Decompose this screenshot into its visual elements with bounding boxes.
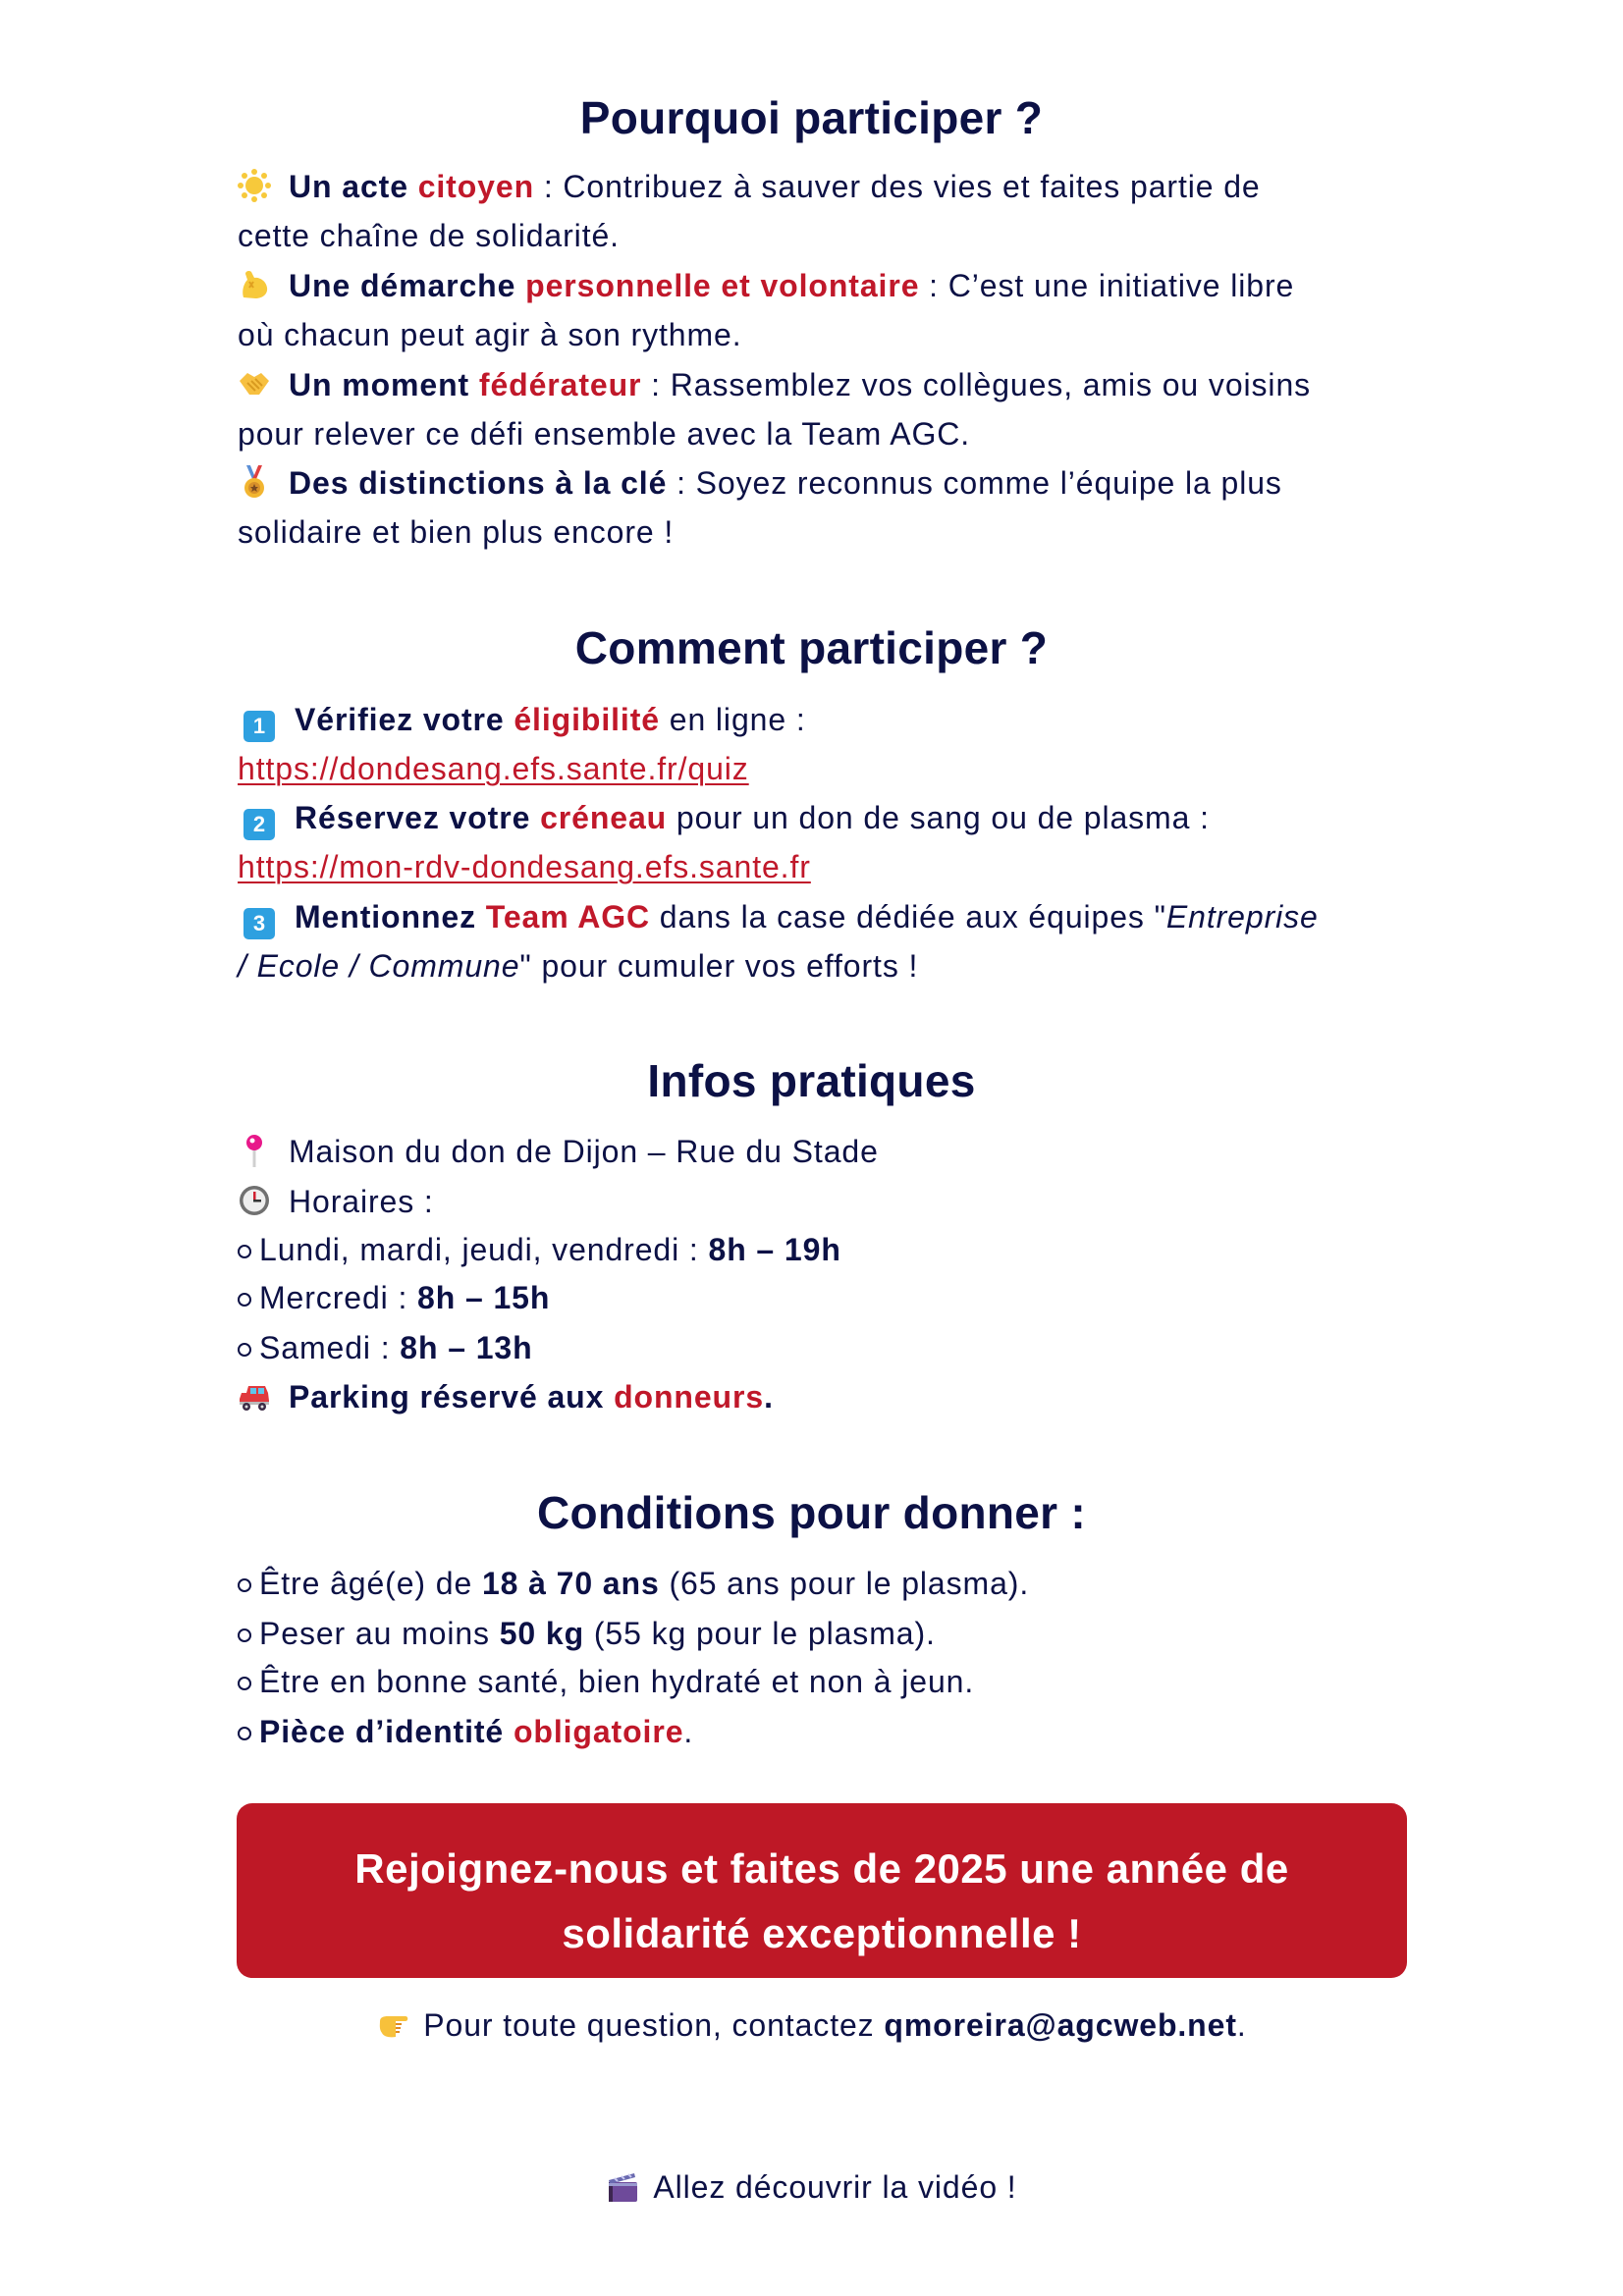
hours-label-line bbox=[238, 1177, 434, 1226]
hours-label: Horaires : bbox=[289, 1184, 434, 1219]
hours-days-2: Mercredi : bbox=[259, 1280, 418, 1315]
how-step-3-line2 bbox=[238, 941, 918, 990]
clapper-board-icon bbox=[606, 2169, 639, 2203]
contact-text: Pour toute question, contactez bbox=[423, 2007, 885, 2043]
why-item-2-line2: où chacun peut agir à son rythme. bbox=[238, 317, 742, 352]
section-title-why: Pourquoi participer ? bbox=[579, 92, 1044, 143]
how-step-1-text: en ligne : bbox=[659, 702, 806, 737]
parking-bold: Parking réservé aux bbox=[289, 1379, 615, 1415]
why-item-4 bbox=[238, 458, 1282, 507]
why-item-4-bold: Des distinctions à la clé bbox=[289, 465, 668, 501]
bullet-circle-icon bbox=[238, 1293, 251, 1307]
hours-row-1 bbox=[238, 1225, 841, 1274]
condition-2-pre: Peser au moins bbox=[259, 1616, 500, 1651]
why-item-1-text: : Contribuez à sauver des vies et faites partie de bbox=[534, 169, 1261, 204]
contact-line bbox=[0, 2001, 1623, 2050]
condition-1-bold: 18 à 70 ans bbox=[481, 1566, 660, 1601]
why-item-2-bold: Une démarche bbox=[289, 268, 526, 303]
hours-time-3: 8h – 13h bbox=[400, 1330, 533, 1365]
condition-4 bbox=[238, 1707, 693, 1756]
medal-icon bbox=[238, 465, 271, 499]
how-step-3-text-2: " pour cumuler vos efforts ! bbox=[519, 948, 919, 984]
condition-2-bold: 50 kg bbox=[499, 1616, 585, 1651]
condition-1-post: (65 ans pour le plasma). bbox=[659, 1566, 1030, 1601]
how-step-2 bbox=[238, 793, 1210, 842]
clock-icon bbox=[238, 1184, 271, 1217]
hours-row-3 bbox=[238, 1323, 533, 1372]
handshake-icon bbox=[238, 367, 271, 400]
parking-highlight: donneurs bbox=[614, 1379, 765, 1415]
condition-2-post: (55 kg pour le plasma). bbox=[584, 1616, 936, 1651]
why-item-4-line2: solidaire et bien plus encore ! bbox=[238, 514, 675, 550]
why-item-3 bbox=[238, 360, 1311, 409]
section-title-how: Comment participer ? bbox=[574, 622, 1049, 673]
contact-end: . bbox=[1236, 2007, 1247, 2043]
how-step-1 bbox=[238, 695, 806, 744]
why-item-1 bbox=[238, 162, 1261, 211]
keycap-1-icon: 1 bbox=[243, 711, 275, 742]
how-step-1-link-line bbox=[238, 744, 749, 793]
bullet-circle-icon bbox=[238, 1343, 251, 1357]
address-line bbox=[238, 1127, 879, 1176]
how-step-3-text: dans la case dédiée aux équipes " bbox=[650, 899, 1166, 934]
how-step-3-italic: Entreprise bbox=[1165, 899, 1319, 934]
why-item-4-text: : Soyez reconnus comme l’équipe la plus bbox=[667, 465, 1282, 501]
flexed-biceps-icon bbox=[238, 268, 271, 301]
why-item-2 bbox=[238, 261, 1294, 310]
video-line[interactable] bbox=[0, 2163, 1623, 2212]
how-step-1-highlight: éligibilité bbox=[514, 702, 660, 737]
parking-line bbox=[238, 1372, 774, 1421]
video-text[interactable]: Allez découvrir la vidéo ! bbox=[653, 2169, 1017, 2205]
how-step-2-link-line bbox=[238, 842, 811, 891]
bullet-circle-icon bbox=[238, 1578, 251, 1592]
how-step-2-text: pour un don de sang ou de plasma : bbox=[667, 800, 1210, 835]
condition-2 bbox=[238, 1609, 936, 1658]
condition-4-bold: Pièce d’identité bbox=[259, 1714, 514, 1749]
condition-1 bbox=[238, 1559, 1029, 1608]
how-step-2-bold: Réservez votre bbox=[295, 800, 541, 835]
condition-4-highlight: obligatoire bbox=[513, 1714, 684, 1749]
bullet-circle-icon bbox=[238, 1677, 251, 1690]
condition-3-text: Être en bonne santé, bien hydraté et non à jeun. bbox=[259, 1664, 975, 1699]
hours-row-2 bbox=[238, 1273, 550, 1322]
eligibility-quiz-link[interactable]: https://dondesang.efs.sante.fr/quiz bbox=[238, 751, 749, 786]
keycap-2-icon: 2 bbox=[243, 809, 275, 840]
condition-1-pre: Être âgé(e) de bbox=[259, 1566, 482, 1601]
car-icon bbox=[238, 1379, 271, 1413]
appointment-booking-link[interactable]: https://mon-rdv-dondesang.efs.sante.fr bbox=[238, 849, 811, 884]
pointing-right-icon bbox=[376, 2007, 409, 2041]
why-item-3-bold: Un moment bbox=[289, 367, 479, 402]
why-item-3-text: : Rassemblez vos collègues, amis ou voisins bbox=[641, 367, 1312, 402]
condition-4-post: . bbox=[683, 1714, 694, 1749]
hours-days-3: Samedi : bbox=[259, 1330, 401, 1365]
address-text: Maison du don de Dijon – Rue du Stade bbox=[289, 1134, 879, 1169]
cta-line-2: solidarité exceptionnelle ! bbox=[562, 1910, 1082, 1956]
section-title-conditions: Conditions pour donner : bbox=[536, 1487, 1087, 1538]
how-step-3-highlight: Team AGC bbox=[485, 899, 651, 934]
hours-days-1: Lundi, mardi, jeudi, vendredi : bbox=[259, 1232, 709, 1267]
how-step-2-highlight: créneau bbox=[540, 800, 668, 835]
why-item-1-line2: cette chaîne de solidarité. bbox=[238, 218, 620, 253]
cta-line-1: Rejoignez-nous et faites de 2025 une année de bbox=[354, 1845, 1289, 1892]
bullet-circle-icon bbox=[238, 1629, 251, 1642]
keycap-3-icon: 3 bbox=[243, 908, 275, 939]
hours-time-2: 8h – 15h bbox=[417, 1280, 551, 1315]
parking-end: . bbox=[764, 1379, 774, 1415]
how-step-1-bold: Vérifiez votre bbox=[295, 702, 514, 737]
section-title-infos: Infos pratiques bbox=[647, 1055, 976, 1106]
why-item-2-text: : C’est une initiative libre bbox=[919, 268, 1295, 303]
how-step-3 bbox=[238, 892, 1319, 941]
hours-time-1: 8h – 19h bbox=[708, 1232, 841, 1267]
sun-icon bbox=[238, 169, 271, 202]
round-pushpin-icon bbox=[238, 1134, 271, 1167]
how-step-3-bold: Mentionnez bbox=[295, 899, 486, 934]
bullet-circle-icon bbox=[238, 1727, 251, 1740]
bullet-circle-icon bbox=[238, 1245, 251, 1258]
why-item-1-bold: Un acte bbox=[289, 169, 418, 204]
contact-email-link[interactable]: qmoreira@agcweb.net bbox=[884, 2007, 1237, 2043]
why-item-3-highlight: fédérateur bbox=[478, 367, 642, 402]
why-item-1-highlight: citoyen bbox=[417, 169, 535, 204]
condition-3 bbox=[238, 1657, 974, 1706]
how-step-3-italic-2: / Ecole / Commune bbox=[238, 948, 520, 984]
why-item-2-highlight: personnelle et volontaire bbox=[525, 268, 920, 303]
why-item-3-line2: pour relever ce défi ensemble avec la Team AGC. bbox=[238, 416, 971, 452]
